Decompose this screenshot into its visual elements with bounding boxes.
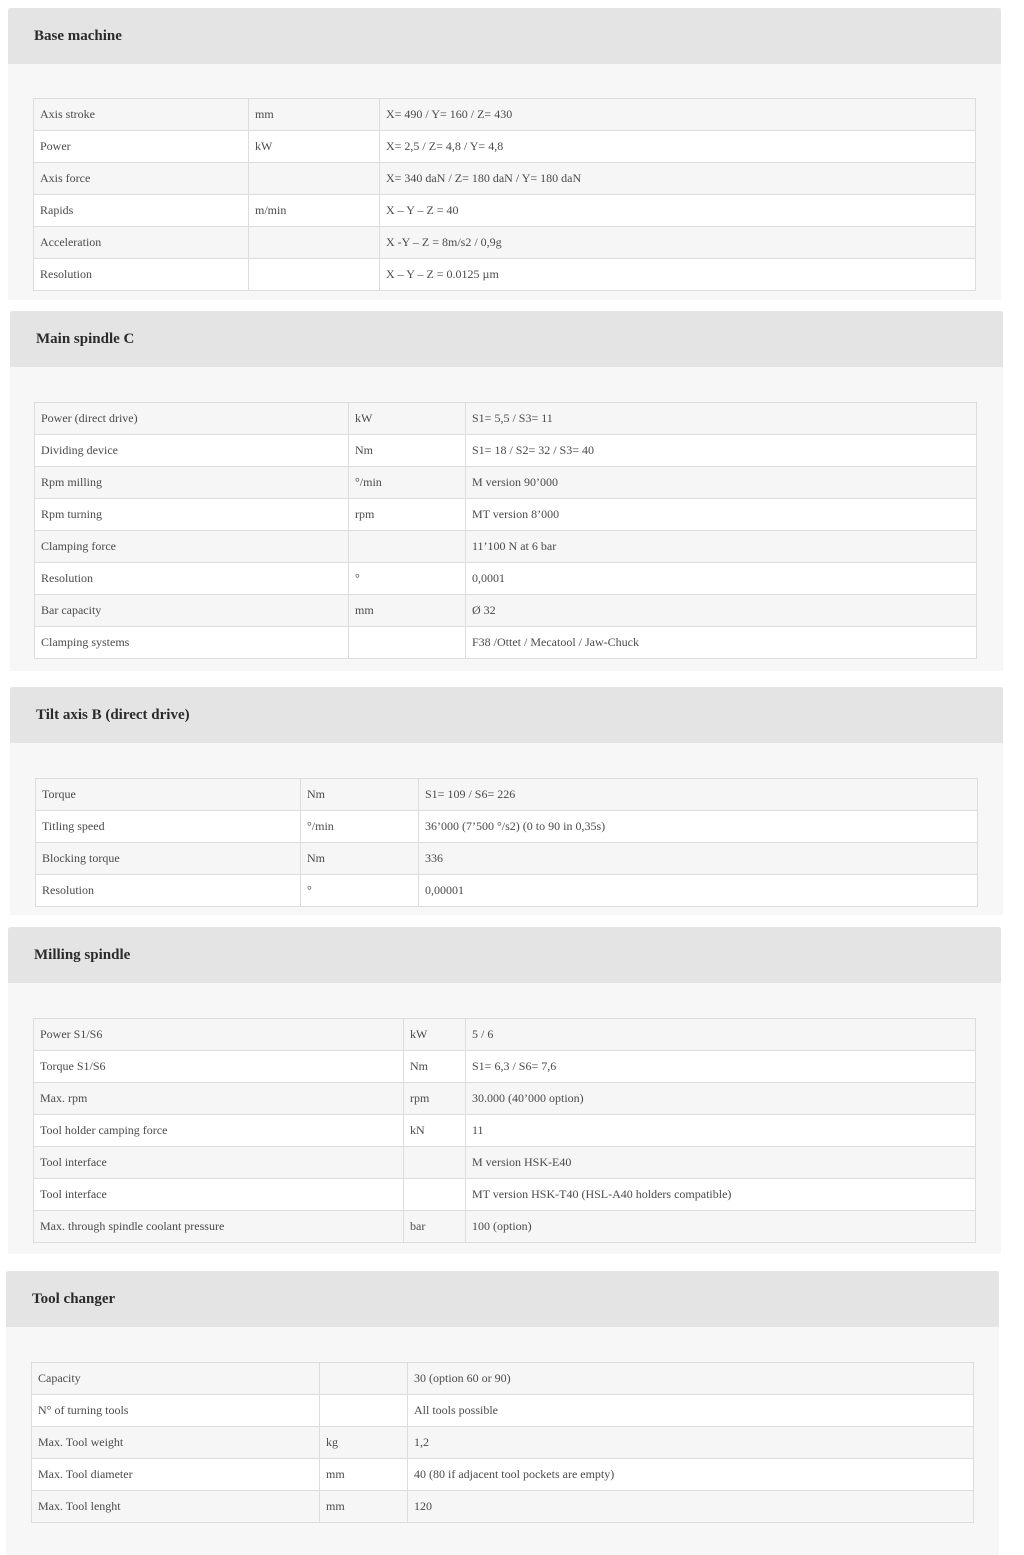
table-row (34, 1051, 976, 1083)
table-row (34, 1115, 976, 1147)
spec-value: S1= 109 / S6= 226 (419, 779, 978, 811)
spec-label: Dividing device (35, 435, 349, 467)
spec-value: X – Y – Z = 40 (380, 195, 976, 227)
spec-value: 40 (80 if adjacent tool pockets are empty) (408, 1459, 974, 1491)
table-row (34, 163, 976, 195)
spec-unit: Nm (301, 779, 419, 811)
table-row (36, 843, 978, 875)
spec-label: Axis stroke (34, 99, 249, 131)
spec-label: Capacity (32, 1363, 320, 1395)
spec-value: 11’100 N at 6 bar (466, 531, 977, 563)
spec-value: 336 (419, 843, 978, 875)
spec-unit (249, 163, 380, 195)
spec-table (31, 1362, 974, 1523)
spec-label: Resolution (34, 259, 249, 291)
spec-unit (320, 1363, 408, 1395)
spec-unit: mm (320, 1459, 408, 1491)
spec-unit: Nm (404, 1051, 466, 1083)
table-row (32, 1459, 974, 1491)
section-title: Tool changer (6, 1271, 999, 1327)
spec-value: 100 (option) (466, 1211, 976, 1243)
spec-unit (404, 1147, 466, 1179)
spec-table (33, 1018, 976, 1243)
spec-label: Rapids (34, 195, 249, 227)
spec-value: Ø 32 (466, 595, 977, 627)
spec-unit: Nm (349, 435, 466, 467)
spec-label: Max. Tool weight (32, 1427, 320, 1459)
spec-label: Resolution (36, 875, 301, 907)
spec-value: MT version 8’000 (466, 499, 977, 531)
spec-unit: Nm (301, 843, 419, 875)
spec-unit (349, 531, 466, 563)
table-row (36, 875, 978, 907)
spec-label: Tool interface (34, 1147, 404, 1179)
spec-unit (249, 227, 380, 259)
table-row (34, 1019, 976, 1051)
table-row (34, 1179, 976, 1211)
section-tool-changer (6, 1271, 999, 1555)
spec-value: M version HSK-E40 (466, 1147, 976, 1179)
spec-value: 0,00001 (419, 875, 978, 907)
spec-value: 30 (option 60 or 90) (408, 1363, 974, 1395)
table-row (34, 227, 976, 259)
table-row (34, 1083, 976, 1115)
spec-value: M version 90’000 (466, 467, 977, 499)
spec-unit: kW (404, 1019, 466, 1051)
spec-unit: rpm (404, 1083, 466, 1115)
spec-label: Rpm turning (35, 499, 349, 531)
table-row (35, 499, 977, 531)
spec-unit (404, 1179, 466, 1211)
spec-label: Power S1/S6 (34, 1019, 404, 1051)
spec-unit (349, 627, 466, 659)
spec-value: 11 (466, 1115, 976, 1147)
spec-label: Max. through spindle coolant pressure (34, 1211, 404, 1243)
spec-value: 36’000 (7’500 °/s2) (0 to 90 in 0,35s) (419, 811, 978, 843)
spec-value: 0,0001 (466, 563, 977, 595)
table-row (32, 1363, 974, 1395)
spec-unit: kg (320, 1427, 408, 1459)
spec-label: Torque (36, 779, 301, 811)
spec-unit: m/min (249, 195, 380, 227)
section-title: Milling spindle (8, 927, 1001, 983)
spec-value: X= 2,5 / Z= 4,8 / Y= 4,8 (380, 131, 976, 163)
spec-label: Titling speed (36, 811, 301, 843)
spec-unit: mm (249, 99, 380, 131)
spec-value: 1,2 (408, 1427, 974, 1459)
spec-value: 120 (408, 1491, 974, 1523)
table-row (36, 779, 978, 811)
spec-value: F38 /Ottet / Mecatool / Jaw-Chuck (466, 627, 977, 659)
spec-label: N° of turning tools (32, 1395, 320, 1427)
section-tilt-axis-b (10, 687, 1003, 915)
spec-label: Axis force (34, 163, 249, 195)
spec-value: S1= 5,5 / S3= 11 (466, 403, 977, 435)
spec-unit: rpm (349, 499, 466, 531)
table-row (35, 403, 977, 435)
spec-value: X= 340 daN / Z= 180 daN / Y= 180 daN (380, 163, 976, 195)
spec-unit (249, 259, 380, 291)
spec-value: 30.000 (40’000 option) (466, 1083, 976, 1115)
table-row (35, 467, 977, 499)
table-row (34, 195, 976, 227)
spec-table (35, 778, 978, 907)
spec-unit: mm (349, 595, 466, 627)
table-row (34, 259, 976, 291)
table-row (35, 563, 977, 595)
table-row (34, 99, 976, 131)
spec-value: X= 490 / Y= 160 / Z= 430 (380, 99, 976, 131)
spec-unit: kN (404, 1115, 466, 1147)
spec-unit: kW (249, 131, 380, 163)
spec-label: Tool interface (34, 1179, 404, 1211)
spec-label: Torque S1/S6 (34, 1051, 404, 1083)
table-row (35, 627, 977, 659)
spec-unit: °/min (301, 811, 419, 843)
spec-value: MT version HSK-T40 (HSL-A40 holders compatible) (466, 1179, 976, 1211)
spec-label: Tool holder camping force (34, 1115, 404, 1147)
table-row (35, 435, 977, 467)
spec-value: X -Y – Z = 8m/s2 / 0,9g (380, 227, 976, 259)
spec-value: All tools possible (408, 1395, 974, 1427)
spec-unit: ° (349, 563, 466, 595)
spec-label: Power (direct drive) (35, 403, 349, 435)
spec-label: Max. rpm (34, 1083, 404, 1115)
spec-value: X – Y – Z = 0.0125 µm (380, 259, 976, 291)
table-row (32, 1395, 974, 1427)
spec-value: 5 / 6 (466, 1019, 976, 1051)
spec-label: Resolution (35, 563, 349, 595)
spec-label: Rpm milling (35, 467, 349, 499)
table-row (32, 1427, 974, 1459)
table-row (35, 531, 977, 563)
spec-unit: bar (404, 1211, 466, 1243)
spec-label: Clamping force (35, 531, 349, 563)
spec-label: Max. Tool lenght (32, 1491, 320, 1523)
spec-unit (320, 1395, 408, 1427)
spec-label: Bar capacity (35, 595, 349, 627)
spec-label: Max. Tool diameter (32, 1459, 320, 1491)
section-base-machine (8, 8, 1001, 300)
section-title: Tilt axis B (direct drive) (10, 687, 1003, 743)
table-row (34, 1147, 976, 1179)
section-main-spindle-c (10, 311, 1003, 671)
table-row (36, 811, 978, 843)
table-row (32, 1491, 974, 1523)
section-milling-spindle (8, 927, 1001, 1254)
spec-value: S1= 18 / S2= 32 / S3= 40 (466, 435, 977, 467)
spec-label: Clamping systems (35, 627, 349, 659)
spec-label: Power (34, 131, 249, 163)
spec-unit: mm (320, 1491, 408, 1523)
spec-value: S1= 6,3 / S6= 7,6 (466, 1051, 976, 1083)
spec-table (33, 98, 976, 291)
table-row (34, 131, 976, 163)
spec-unit: kW (349, 403, 466, 435)
table-row (35, 595, 977, 627)
spec-unit: °/min (349, 467, 466, 499)
spec-label: Blocking torque (36, 843, 301, 875)
spec-unit: ° (301, 875, 419, 907)
spec-table (34, 402, 977, 659)
table-row (34, 1211, 976, 1243)
section-title: Base machine (8, 8, 1001, 64)
section-title: Main spindle C (10, 311, 1003, 367)
spec-label: Acceleration (34, 227, 249, 259)
